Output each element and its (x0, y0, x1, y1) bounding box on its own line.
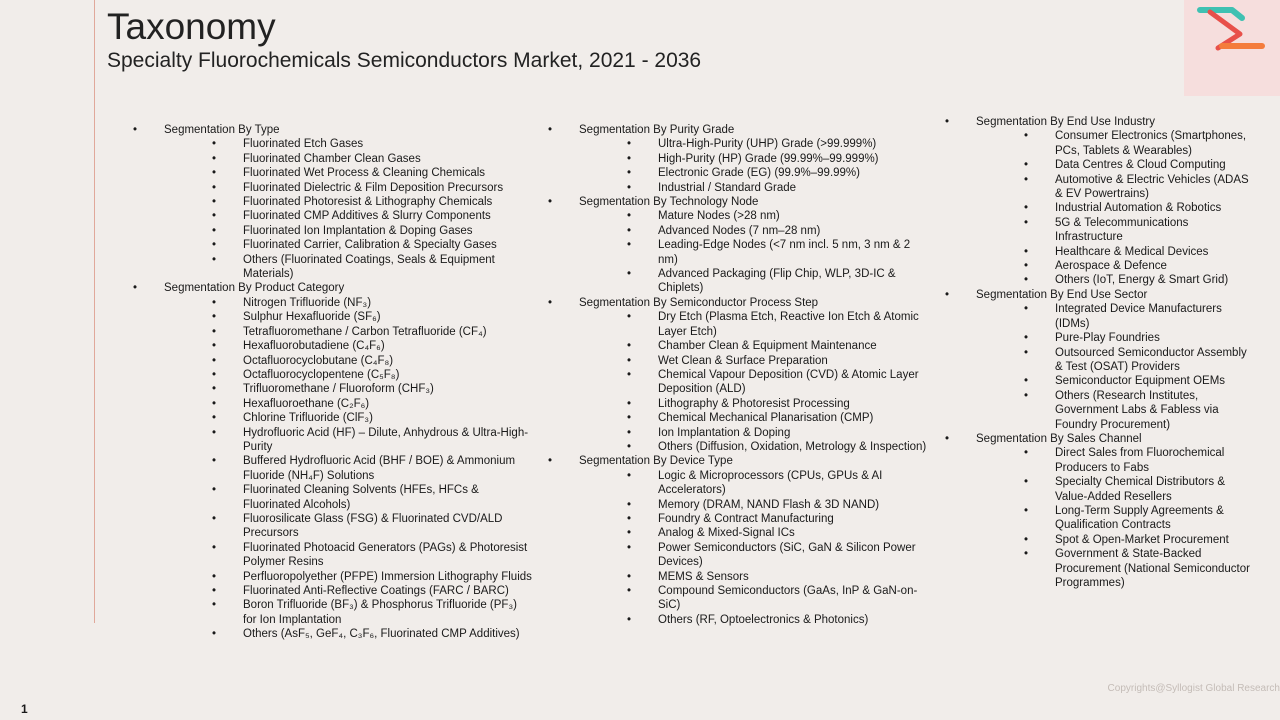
bullet-icon: • (212, 397, 217, 410)
bullet-icon: • (212, 512, 217, 525)
segment-item-label: Trifluoromethane / Fluoroform (CHF₃) (243, 383, 434, 396)
bullet-icon: • (212, 570, 217, 583)
bullet-icon: • (1024, 346, 1029, 359)
segment-item-label: Tetrafluoromethane / Carbon Tetrafluoride (CF₄) (243, 325, 487, 338)
segment-item-label: Hexafluorobutadiene (C₄F₆) (243, 340, 385, 353)
segment-item (164, 426, 533, 455)
segment-item-label: Ion Implantation & Doping (658, 426, 791, 439)
bullet-icon: • (133, 282, 138, 295)
segment-item (579, 354, 928, 368)
segment-item (579, 526, 928, 540)
segment-item (579, 469, 928, 498)
bullet-icon: • (1024, 476, 1029, 489)
bullet-icon: • (212, 181, 217, 194)
segment-item (976, 245, 1255, 259)
segment-item-label: Industrial / Standard Grade (658, 181, 797, 194)
bullet-icon: • (627, 152, 632, 165)
segment-item-label: Fluorinated Etch Gases (243, 138, 364, 151)
bullet-icon: • (627, 570, 632, 583)
segment-item (164, 224, 533, 238)
segment-item (976, 158, 1255, 172)
segment-item (579, 152, 928, 166)
segment-item-label: Fluorinated Wet Process & Cleaning Chemicals (243, 167, 486, 180)
segment-heading: Segmentation By End Use Industry (976, 116, 1155, 128)
bullet-icon: • (212, 484, 217, 497)
segment-item (579, 267, 928, 296)
segment-item (164, 325, 533, 339)
segment-item (976, 273, 1255, 287)
segment-group (548, 454, 928, 627)
segment-item (164, 137, 533, 151)
bullet-icon: • (627, 412, 632, 425)
segment-item-label: MEMS & Sensors (658, 570, 749, 583)
segment-item-label: Memory (DRAM, NAND Flash & 3D NAND) (658, 498, 880, 511)
segment-item-label: Hexafluoroethane (C₂F₆) (243, 397, 370, 410)
segment-item (164, 512, 533, 541)
segment-item-label: Dry Etch (Plasma Etch, Reactive Ion Etch & Atomic Layer Etch) (658, 311, 919, 338)
segment-item (579, 368, 928, 397)
bullet-icon: • (1024, 332, 1029, 345)
bullet-icon: • (548, 296, 553, 309)
segment-item-label: Fluorinated Ion Implantation & Doping Gases (243, 224, 473, 237)
bullet-icon: • (212, 340, 217, 353)
segment-group (945, 115, 1255, 288)
bullet-icon: • (1024, 548, 1029, 561)
segment-item-label: Buffered Hydrofluoric Acid (BHF / BOE) & Ammonium Fluoride (NH₄F) Solutions (243, 455, 516, 482)
bullet-icon: • (627, 138, 632, 151)
segment-item-label: Others (Diffusion, Oxidation, Metrology & Inspection) (658, 440, 927, 453)
segment-item-label: Hydrofluoric Acid (HF) – Dilute, Anhydrous & Ultra-High-Purity (243, 426, 529, 453)
segment-heading: Segmentation By Technology Node (579, 196, 759, 209)
segment-item-label: Fluorinated Carrier, Calibration & Specialty Gases (243, 239, 497, 252)
bullet-icon: • (1024, 202, 1029, 215)
bullet-icon: • (212, 585, 217, 597)
bullet-icon: • (627, 585, 632, 597)
segment-item-label: Outsourced Semiconductor Assembly & Test (OSAT) Providers (1055, 346, 1247, 373)
bullet-icon: • (1024, 130, 1029, 143)
segment-item (164, 541, 533, 570)
bullet-icon: • (212, 412, 217, 425)
bullet-icon: • (212, 455, 217, 468)
copyright-notice: Copyrights@Syllogist Global Research (1107, 683, 1280, 694)
taxonomy-column-1 (133, 123, 533, 642)
segment-item (579, 512, 928, 526)
bullet-icon: • (627, 239, 632, 252)
segment-item (976, 302, 1255, 331)
segment-item (976, 446, 1255, 475)
segment-item (579, 166, 928, 180)
segment-item (579, 137, 928, 151)
bullet-icon: • (627, 541, 632, 554)
segment-item-label: Nitrogen Trifluoride (NF₃) (243, 296, 372, 309)
segment-item (976, 129, 1255, 158)
segment-item-label: Others (IoT, Energy & Smart Grid) (1055, 274, 1229, 287)
segment-item-label: Advanced Nodes (7 nm–28 nm) (658, 224, 821, 237)
page-title: Taxonomy (107, 6, 276, 47)
bullet-icon: • (627, 354, 632, 367)
segment-heading: Segmentation By Product Category (164, 282, 345, 295)
segment-item-label: Fluorinated Photoresist & Lithography Chemicals (243, 196, 493, 209)
segment-item-label: Boron Trifluoride (BF₃) & Phosphorus Trifluoride (PF₃) for Ion Implantation (243, 599, 517, 626)
bullet-icon: • (212, 325, 217, 338)
segment-heading: Segmentation By Type (164, 124, 280, 136)
bullet-icon: • (627, 210, 632, 223)
bullet-icon: • (627, 224, 632, 237)
bullet-icon: • (627, 340, 632, 353)
bullet-icon: • (627, 498, 632, 511)
segment-item (164, 296, 533, 310)
segment-item-label: Semiconductor Equipment OEMs (1055, 375, 1226, 388)
segment-group (133, 123, 533, 281)
bullet-icon: • (548, 455, 553, 468)
segment-item (164, 382, 533, 396)
segment-item-label: Lithography & Photoresist Processing (658, 397, 850, 410)
segment-item (164, 209, 533, 223)
segment-item (976, 259, 1255, 273)
bullet-icon: • (1024, 159, 1029, 172)
segment-item-label: Fluorinated CMP Additives & Slurry Components (243, 210, 491, 223)
segment-group (945, 432, 1255, 590)
segment-item (579, 426, 928, 440)
segment-item (579, 613, 928, 627)
segment-item-label: Specialty Chemical Distributors & Value-Added Resellers (1055, 476, 1226, 503)
segment-item (579, 310, 928, 339)
bullet-icon: • (1024, 173, 1029, 186)
bullet-icon: • (548, 124, 553, 136)
segment-item (164, 584, 533, 598)
segment-item-label: Chemical Mechanical Planarisation (CMP) (658, 412, 874, 425)
segment-item (164, 598, 533, 627)
bullet-icon: • (1024, 245, 1029, 258)
segment-item-label: Chemical Vapour Deposition (CVD) & Atomic Layer Deposition (ALD) (658, 368, 919, 396)
segment-item (164, 354, 533, 368)
bullet-icon: • (1024, 375, 1029, 388)
bullet-icon: • (212, 138, 217, 151)
segment-item (976, 547, 1255, 590)
bullet-icon: • (212, 599, 217, 612)
segment-heading: Segmentation By Sales Channel (976, 432, 1142, 445)
segment-item (579, 397, 928, 411)
segment-item-label: Fluorinated Photoacid Generators (PAGs) & Photoresist Polymer Resins (243, 541, 528, 569)
stylized-s-logo-icon (1196, 4, 1268, 58)
bullet-icon: • (212, 368, 217, 381)
segment-item-label: Automotive & Electric Vehicles (ADAS & EV Powertrains) (1055, 173, 1249, 201)
segment-item-label: Industrial Automation & Robotics (1055, 202, 1222, 215)
segment-item-label: Consumer Electronics (Smartphones, PCs, Tablets & Wearables) (1055, 130, 1247, 157)
segment-item-label: Fluorosilicate Glass (FSG) & Fluorinated CVD/ALD Precursors (243, 512, 503, 540)
segment-item (164, 238, 533, 252)
segment-item-label: Others (Research Institutes, Government Labs & Fabless via Foundry Procurement) (1055, 389, 1219, 431)
segment-item-label: Fluorinated Cleaning Solvents (HFEs, HFCs & Fluorinated Alcohols) (243, 484, 479, 511)
segment-item-label: Ultra-High-Purity (UHP) Grade (>99.999%) (658, 138, 877, 151)
segment-item-label: Government & State-Backed Procurement (National Semiconductor Programmes) (1055, 548, 1250, 589)
bullet-icon: • (212, 296, 217, 309)
segment-item (164, 339, 533, 353)
segment-item-label: Mature Nodes (>28 nm) (658, 210, 780, 223)
segment-item-label: Integrated Device Manufacturers (IDMs) (1055, 303, 1222, 330)
segment-item (976, 389, 1255, 432)
segment-item (579, 411, 928, 425)
segment-item-label: Sulphur Hexafluoride (SF₆) (243, 311, 381, 324)
segment-item-label: 5G & Telecommunications Infrastructure (1055, 216, 1189, 244)
segment-group (548, 296, 928, 454)
segment-item-label: Healthcare & Medical Devices (1055, 245, 1209, 258)
segment-item (164, 195, 533, 209)
segment-item (976, 216, 1255, 245)
bullet-icon: • (212, 426, 217, 439)
segment-item (976, 533, 1255, 547)
bullet-icon: • (627, 512, 632, 525)
segment-item-label: Compound Semiconductors (GaAs, InP & GaN-on-SiC) (658, 585, 918, 612)
segment-group (548, 195, 928, 296)
segment-heading: Segmentation By Purity Grade (579, 124, 735, 136)
segment-item (164, 310, 533, 324)
bullet-icon: • (627, 181, 632, 194)
bullet-icon: • (548, 196, 553, 209)
bullet-icon: • (212, 628, 217, 641)
segment-item (976, 201, 1255, 215)
bullet-icon: • (627, 469, 632, 482)
segment-item (164, 181, 533, 195)
bullet-icon: • (1024, 447, 1029, 460)
segment-item (579, 584, 928, 613)
taxonomy-column-3 (945, 115, 1255, 590)
segment-item-label: Others (Fluorinated Coatings, Seals & Equipment Materials) (243, 253, 495, 281)
bullet-icon: • (212, 354, 217, 367)
bullet-icon: • (627, 397, 632, 410)
segment-group (945, 288, 1255, 432)
bullet-icon: • (212, 541, 217, 554)
page-number: 1 (21, 702, 28, 716)
bullet-icon: • (212, 196, 217, 209)
bullet-icon: • (212, 152, 217, 165)
bullet-icon: • (212, 167, 217, 180)
segment-item-label: Spot & Open-Market Procurement (1055, 533, 1229, 546)
segment-item (164, 368, 533, 382)
bullet-icon: • (212, 210, 217, 223)
bullet-icon: • (627, 368, 632, 381)
segment-item-label: Data Centres & Cloud Computing (1055, 159, 1226, 172)
segment-item (164, 627, 533, 641)
page-subtitle: Specialty Fluorochemicals Semiconductors Market, 2021 - 2036 (107, 49, 702, 72)
segment-item (164, 483, 533, 512)
segment-item-label: Fluorinated Chamber Clean Gases (243, 152, 421, 165)
bullet-icon: • (212, 253, 217, 266)
bullet-icon: • (627, 167, 632, 180)
segment-item-label: Wet Clean & Surface Preparation (658, 354, 828, 367)
segment-item-label: Foundry & Contract Manufacturing (658, 512, 834, 525)
bullet-icon: • (1024, 274, 1029, 287)
segment-item (164, 570, 533, 584)
segment-item (164, 166, 533, 180)
segment-item (579, 440, 928, 454)
bullet-icon: • (212, 239, 217, 252)
segment-item (976, 504, 1255, 533)
bullet-icon: • (212, 311, 217, 324)
segment-item-label: Perfluoropolyether (PFPE) Immersion Lithography Fluids (243, 570, 532, 583)
segment-item (976, 173, 1255, 202)
segment-item (579, 570, 928, 584)
bullet-icon: • (945, 432, 950, 445)
logo (1184, 0, 1280, 96)
segment-item-label: Others (RF, Optoelectronics & Photonics) (658, 613, 869, 626)
segment-item-label: Leading-Edge Nodes (<7 nm incl. 5 nm, 3 nm & 2 nm) (658, 239, 911, 266)
segment-item (579, 498, 928, 512)
bullet-icon: • (1024, 389, 1029, 402)
segment-item (579, 181, 928, 195)
segment-item-label: Long-Term Supply Agreements & Qualification Contracts (1055, 504, 1224, 532)
segment-item (976, 331, 1255, 345)
segment-group (133, 281, 533, 641)
segment-item-label: Chamber Clean & Equipment Maintenance (658, 340, 877, 353)
bullet-icon: • (627, 440, 632, 453)
segment-item (976, 374, 1255, 388)
segment-item (579, 209, 928, 223)
segment-item (164, 411, 533, 425)
bullet-icon: • (212, 383, 217, 396)
segment-item (164, 397, 533, 411)
segment-item-label: Fluorinated Dielectric & Film Deposition Precursors (243, 181, 504, 194)
segment-item (579, 224, 928, 238)
segment-item-label: Power Semiconductors (SiC, GaN & Silicon Power Devices) (658, 541, 916, 569)
segment-item-label: Electronic Grade (EG) (99.9%–99.99%) (658, 167, 860, 180)
segment-heading: Segmentation By End Use Sector (976, 288, 1148, 301)
segment-item-label: High-Purity (HP) Grade (99.99%–99.999%) (658, 152, 879, 165)
segment-item-label: Fluorinated Anti-Reflective Coatings (FARC / BARC) (243, 585, 509, 597)
segment-item-label: Direct Sales from Fluorochemical Producers to Fabs (1055, 447, 1225, 474)
segment-item (164, 454, 533, 483)
bullet-icon: • (1024, 260, 1029, 273)
accent-divider-line (94, 0, 95, 623)
bullet-icon: • (1024, 303, 1029, 316)
bullet-icon: • (212, 224, 217, 237)
bullet-icon: • (627, 268, 632, 281)
bullet-icon: • (1024, 504, 1029, 517)
bullet-icon: • (627, 311, 632, 324)
bullet-icon: • (627, 613, 632, 626)
segment-item (164, 253, 533, 282)
segment-item-label: Analog & Mixed-Signal ICs (658, 527, 795, 540)
segment-heading: Segmentation By Semiconductor Process Step (579, 296, 819, 309)
segment-item (579, 541, 928, 570)
segment-item-label: Octafluorocyclopentene (C₅F₈) (243, 368, 400, 381)
segment-group (548, 123, 928, 195)
segment-item-label: Pure-Play Foundries (1055, 332, 1160, 345)
bullet-icon: • (627, 527, 632, 540)
segment-heading: Segmentation By Device Type (579, 455, 733, 468)
segment-item (976, 346, 1255, 375)
bullet-icon: • (1024, 533, 1029, 546)
segment-item (579, 339, 928, 353)
bullet-icon: • (945, 288, 950, 301)
segment-item-label: Chlorine Trifluoride (ClF₃) (243, 412, 373, 425)
segment-item-label: Octafluorocyclobutane (C₄F₈) (243, 354, 394, 367)
bullet-icon: • (1024, 216, 1029, 229)
segment-item-label: Aerospace & Defence (1055, 260, 1167, 273)
segment-item (164, 152, 533, 166)
bullet-icon: • (627, 426, 632, 439)
segment-item-label: Advanced Packaging (Flip Chip, WLP, 3D-IC & Chiplets) (658, 268, 896, 295)
bullet-icon: • (945, 116, 950, 128)
segment-item (976, 475, 1255, 504)
segment-item (579, 238, 928, 267)
bullet-icon: • (133, 124, 138, 136)
taxonomy-column-2 (548, 123, 928, 627)
segment-item-label: Others (AsF₅, GeF₄, C₃F₆, Fluorinated CMP Additives) (243, 628, 520, 641)
segment-item-label: Logic & Microprocessors (CPUs, GPUs & AI Accelerators) (658, 469, 883, 497)
